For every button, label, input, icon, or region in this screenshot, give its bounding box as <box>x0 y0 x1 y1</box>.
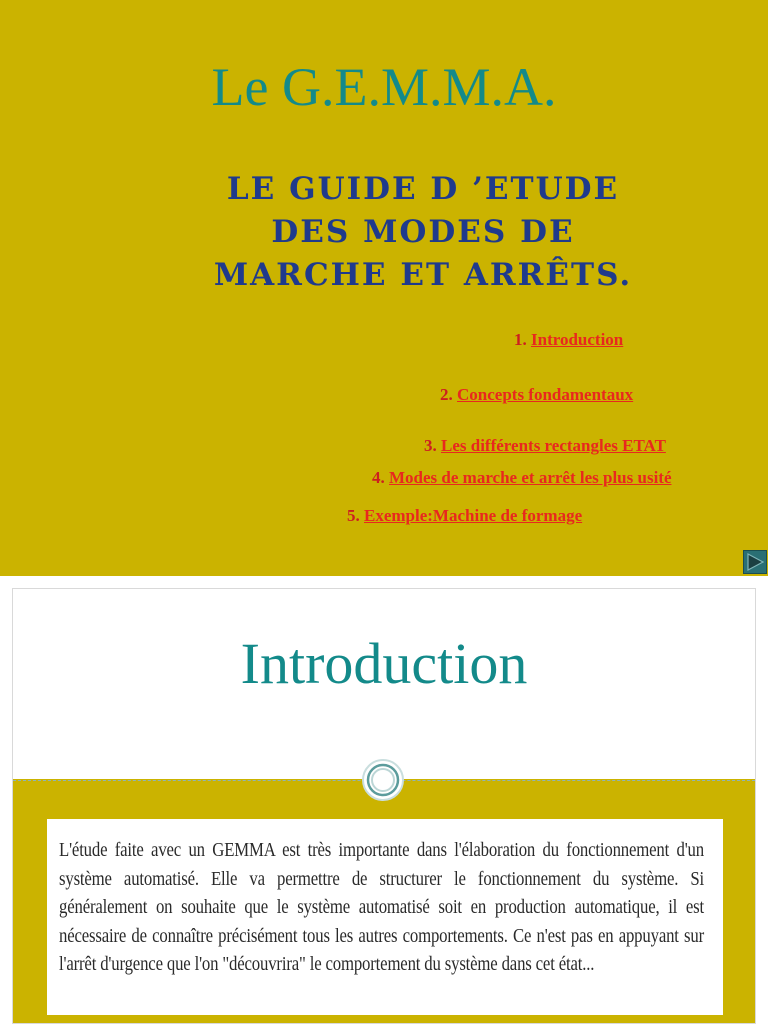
toc-item-exemple <box>347 506 582 526</box>
toc-link-exemple[interactable]: Exemple:Machine de formage <box>364 506 583 525</box>
toc-number: 3. <box>424 436 437 455</box>
toc-number: 2. <box>440 385 453 404</box>
toc-link-modes[interactable]: Modes de marche et arrêt les plus usité <box>389 468 672 487</box>
toc-item-rectangles <box>424 436 666 456</box>
introduction-slide <box>12 588 756 1024</box>
toc-number: 4. <box>372 468 385 487</box>
introduction-title: Introduction <box>240 631 528 696</box>
toc-item-concepts <box>440 385 633 405</box>
toc-link-concepts[interactable]: Concepts fondamentaux <box>457 385 634 404</box>
introduction-body-text: L'étude faite avec un GEMMA est très importante dans l'élaboration du fonctionnement d'un système automatisé. Elle va permettre de structurer le fonctionnement du système. Si généralement on souhaite que le système automatisé soit en production automatique, il est nécessaire de connaître précisément tous les autres comportements. Ce n'est pas en appuyant sur l'arrêt d'urgence que l'on "découvrira" le comportement du système dans cet état... <box>59 840 704 975</box>
slide-subtitle <box>0 168 768 297</box>
toc-number: 5. <box>347 506 360 525</box>
subtitle-line-2: DES MODES DE <box>271 214 575 250</box>
slide-header <box>13 589 755 779</box>
slide-title: Le G.E.M.M.A. <box>211 57 557 117</box>
toc-item-introduction <box>514 330 623 350</box>
scanned-text-box <box>47 819 723 1015</box>
subtitle-line-1: LE GUIDE D ’ETUDE <box>226 171 620 207</box>
subtitle-line-3: MARCHE ET ARRÊTS. <box>213 257 633 293</box>
toc-link-rectangles[interactable]: Les différents rectangles ETAT <box>441 436 666 455</box>
toc-number: 1. <box>514 330 527 349</box>
toc-item-modes <box>372 468 672 488</box>
toc-link-introduction[interactable]: Introduction <box>531 330 624 349</box>
play-triangle-icon <box>744 551 766 573</box>
circle-ornament-icon <box>361 758 405 802</box>
next-slide-button[interactable] <box>743 550 767 574</box>
